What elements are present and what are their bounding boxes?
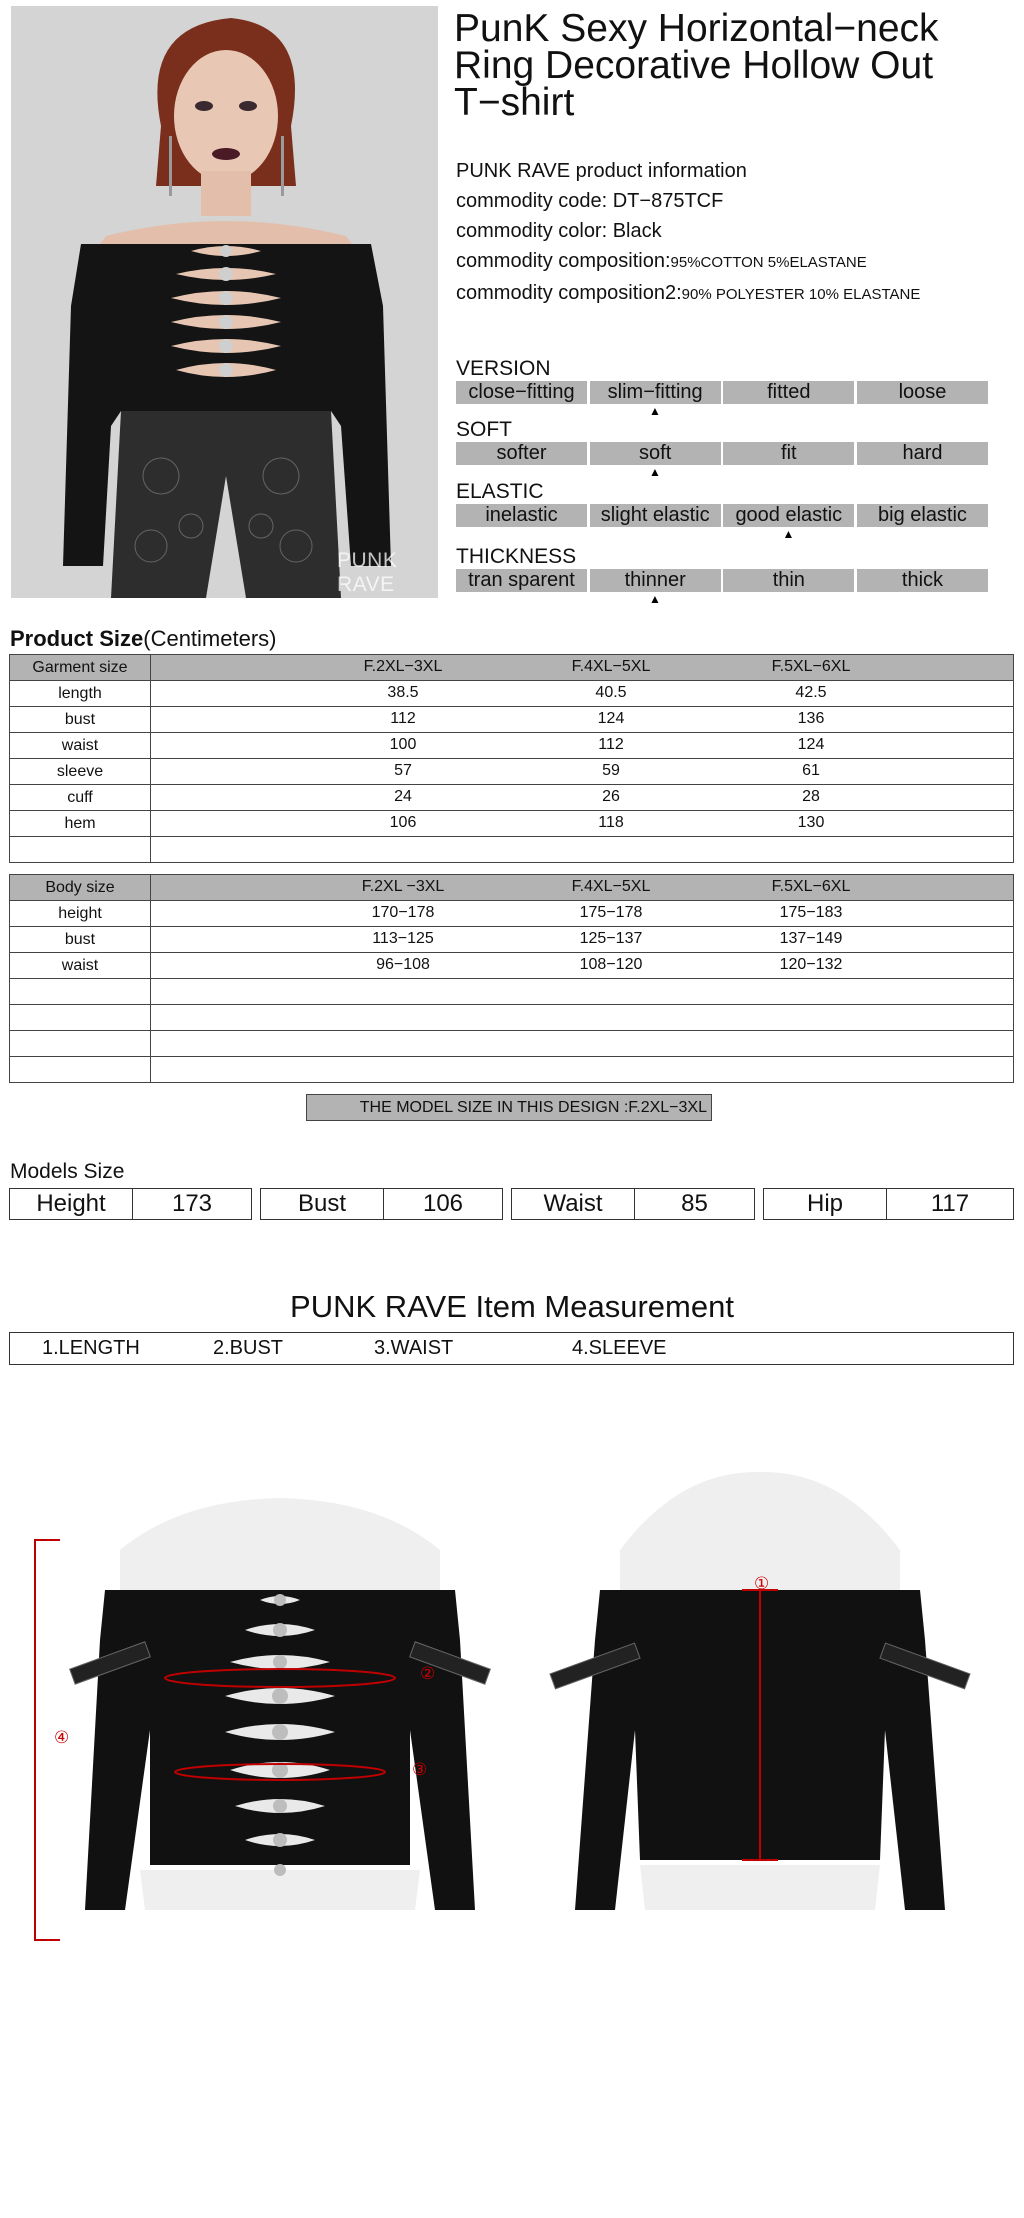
scale-heading: THICKNESS: [456, 545, 577, 568]
table-cell: 112: [598, 736, 624, 753]
table-row: [10, 1057, 1014, 1083]
model-stat-label: Height: [10, 1189, 133, 1219]
product-photo: [11, 6, 438, 598]
scale-option: thick: [857, 569, 988, 592]
product-size-unit: (Centimeters): [143, 626, 277, 651]
row-label: [10, 979, 151, 1005]
table-row: [10, 681, 1014, 707]
composition-value: 95%COTTON 5%ELASTANE: [670, 254, 867, 271]
scale-option: soft: [590, 442, 721, 465]
row-label: [10, 837, 151, 863]
scale-option: fit: [723, 442, 854, 465]
model-stat-label: Bust: [261, 1189, 384, 1219]
row-label: waist: [10, 953, 151, 979]
table-cell: 100: [389, 736, 417, 753]
table-cell: 175−178: [579, 904, 643, 921]
color-value: Black: [612, 220, 662, 242]
garment-front-back-image: [30, 1470, 990, 2010]
scale-heading: VERSION: [456, 357, 551, 380]
table-cell: 24: [394, 788, 412, 805]
model-stat-value: 173: [171, 1190, 213, 1217]
commodity-composition: [456, 246, 1016, 278]
column-header: F.4XL−5XL: [571, 658, 651, 675]
table-cell: 108−120: [579, 956, 643, 973]
column-header: Body size: [10, 875, 151, 901]
commodity-code: [456, 186, 1016, 216]
model-stat-label: Hip: [764, 1189, 887, 1219]
scale-option: slight elastic: [590, 504, 721, 527]
measurement-diagram: [30, 1470, 990, 2010]
table-cell: 26: [602, 788, 620, 805]
callout-bust: ②: [420, 1664, 436, 1683]
commodity-composition2: [456, 278, 1016, 310]
product-title: PunK Sexy Horizontal−neck Ring Decorative Hollow Out T−shirt: [454, 7, 939, 124]
table-row: [10, 707, 1014, 733]
scale-version: [456, 358, 988, 418]
composition2-label: commodity composition2:: [456, 282, 682, 304]
model-waist: [511, 1188, 755, 1220]
table-cell: 130: [797, 814, 825, 831]
model-hip: [763, 1188, 1014, 1220]
table-cell: 170−178: [371, 904, 435, 921]
scale-option: thinner: [590, 569, 721, 592]
scale-thickness: [456, 546, 988, 606]
table-row: [10, 733, 1014, 759]
table-row: [10, 785, 1014, 811]
scale-heading: ELASTIC: [456, 480, 544, 503]
table-cell: 118: [598, 814, 624, 831]
row-label: waist: [10, 733, 151, 759]
scale-option: good elastic: [723, 504, 854, 527]
column-header: F.5XL−6XL: [771, 658, 851, 675]
table-cell: 28: [802, 788, 820, 805]
table-cell: 175−183: [779, 904, 843, 921]
row-label: [10, 1031, 151, 1057]
product-size-title: Product Size: [10, 626, 144, 651]
commodity-color: [456, 216, 1016, 246]
measurement-title: PUNK RAVE Item Measurement: [290, 1289, 734, 1324]
table-row: [10, 901, 1014, 927]
table-cell: 136: [797, 710, 825, 727]
scale-option: loose: [857, 381, 988, 404]
model-size-note: THE MODEL SIZE IN THIS DESIGN :F.2XL−3XL: [306, 1094, 712, 1121]
callout-waist: ③: [412, 1760, 428, 1779]
scale-soft: [456, 419, 988, 479]
model-stat-label: Waist: [512, 1189, 635, 1219]
table-cell: 42.5: [795, 684, 827, 701]
table-cell: 57: [394, 762, 412, 779]
table-cell: 106: [389, 814, 417, 831]
callout-sleeve: ④: [54, 1728, 70, 1747]
product-size-heading: [10, 626, 277, 652]
table-cell: 137−149: [779, 930, 843, 947]
table-cell: 120−132: [779, 956, 843, 973]
model-stat-value: 106: [422, 1190, 464, 1217]
model-height: [9, 1188, 252, 1220]
row-label: [10, 1005, 151, 1031]
table-row: [10, 837, 1014, 863]
measurement-legend: [9, 1332, 1014, 1365]
table-cell: 38.5: [387, 684, 419, 701]
scale-option: big elastic: [857, 504, 988, 527]
selected-marker-icon: ▲: [649, 592, 661, 606]
table-cell: 96−108: [376, 956, 430, 973]
color-label: commodity color:: [456, 220, 608, 242]
table-cell: 59: [602, 762, 620, 779]
row-label: hem: [10, 811, 151, 837]
row-label: sleeve: [10, 759, 151, 785]
row-label: length: [10, 681, 151, 707]
selected-marker-icon: ▲: [649, 404, 661, 418]
composition2-value: 90% POLYESTER 10% ELASTANE: [681, 286, 921, 303]
table-header-row: [10, 655, 1014, 681]
table-header-row: [10, 875, 1014, 901]
scale-option: thin: [723, 569, 854, 592]
column-header: F.5XL−6XL: [771, 878, 851, 895]
code-value: DT−875TCF: [612, 190, 724, 212]
table-cell: 124: [797, 736, 825, 753]
column-header: Garment size: [10, 655, 151, 681]
measurement-item: 3.WAIST: [374, 1337, 454, 1359]
table-row: [10, 811, 1014, 837]
row-label: bust: [10, 927, 151, 953]
models-size-row: [9, 1188, 1014, 1220]
table-cell: 113−125: [372, 930, 434, 947]
row-label: bust: [10, 707, 151, 733]
table-row: [10, 1005, 1014, 1031]
table-cell: 125−137: [579, 930, 643, 947]
scale-option: hard: [857, 442, 988, 465]
scale-option: slim−fitting: [590, 381, 721, 404]
table-cell: 112: [390, 710, 416, 727]
table-cell: 61: [802, 762, 820, 779]
measurement-item: 2.BUST: [213, 1337, 284, 1359]
table-row: [10, 1031, 1014, 1057]
scale-option: tran sparent: [456, 569, 587, 592]
table-cell: 40.5: [595, 684, 627, 701]
models-size-title: Models Size: [10, 1160, 125, 1183]
code-label: commodity code:: [456, 190, 608, 212]
row-label: cuff: [10, 785, 151, 811]
table-row: [10, 759, 1014, 785]
composition-label: commodity composition:: [456, 250, 671, 272]
model-stat-value: 85: [681, 1190, 708, 1217]
scale-option: inelastic: [456, 504, 587, 527]
selected-marker-icon: ▲: [782, 527, 795, 541]
table-cell: 124: [597, 710, 625, 727]
model-bust: [260, 1188, 503, 1220]
column-header: F.2XL−3XL: [363, 658, 443, 675]
scale-option: close−fitting: [456, 381, 587, 404]
scale-elastic: [456, 481, 988, 541]
model-wearing-shirt-image: [11, 6, 438, 598]
column-header: F.4XL−5XL: [571, 878, 651, 895]
selected-marker-icon: ▲: [649, 465, 661, 479]
callout-length: ①: [754, 1574, 770, 1593]
measurement-item: 4.SLEEVE: [572, 1337, 667, 1359]
column-header: F.2XL −3XL: [361, 878, 445, 895]
measurement-item: 1.LENGTH: [42, 1337, 140, 1359]
table-row: [10, 953, 1014, 979]
row-label: height: [10, 901, 151, 927]
body-size-table: [9, 874, 1014, 1083]
model-stat-value: 117: [930, 1190, 970, 1217]
info-heading: PUNK RAVE product information: [456, 160, 747, 182]
scale-heading: SOFT: [456, 418, 512, 441]
photo-watermark: PUNK RAVE: [337, 549, 398, 596]
row-label: [10, 1057, 151, 1083]
scale-option: softer: [456, 442, 587, 465]
table-row: [10, 927, 1014, 953]
table-row: [10, 979, 1014, 1005]
scale-option: fitted: [723, 381, 854, 404]
garment-size-table: [9, 654, 1014, 863]
product-info: [456, 156, 1016, 310]
